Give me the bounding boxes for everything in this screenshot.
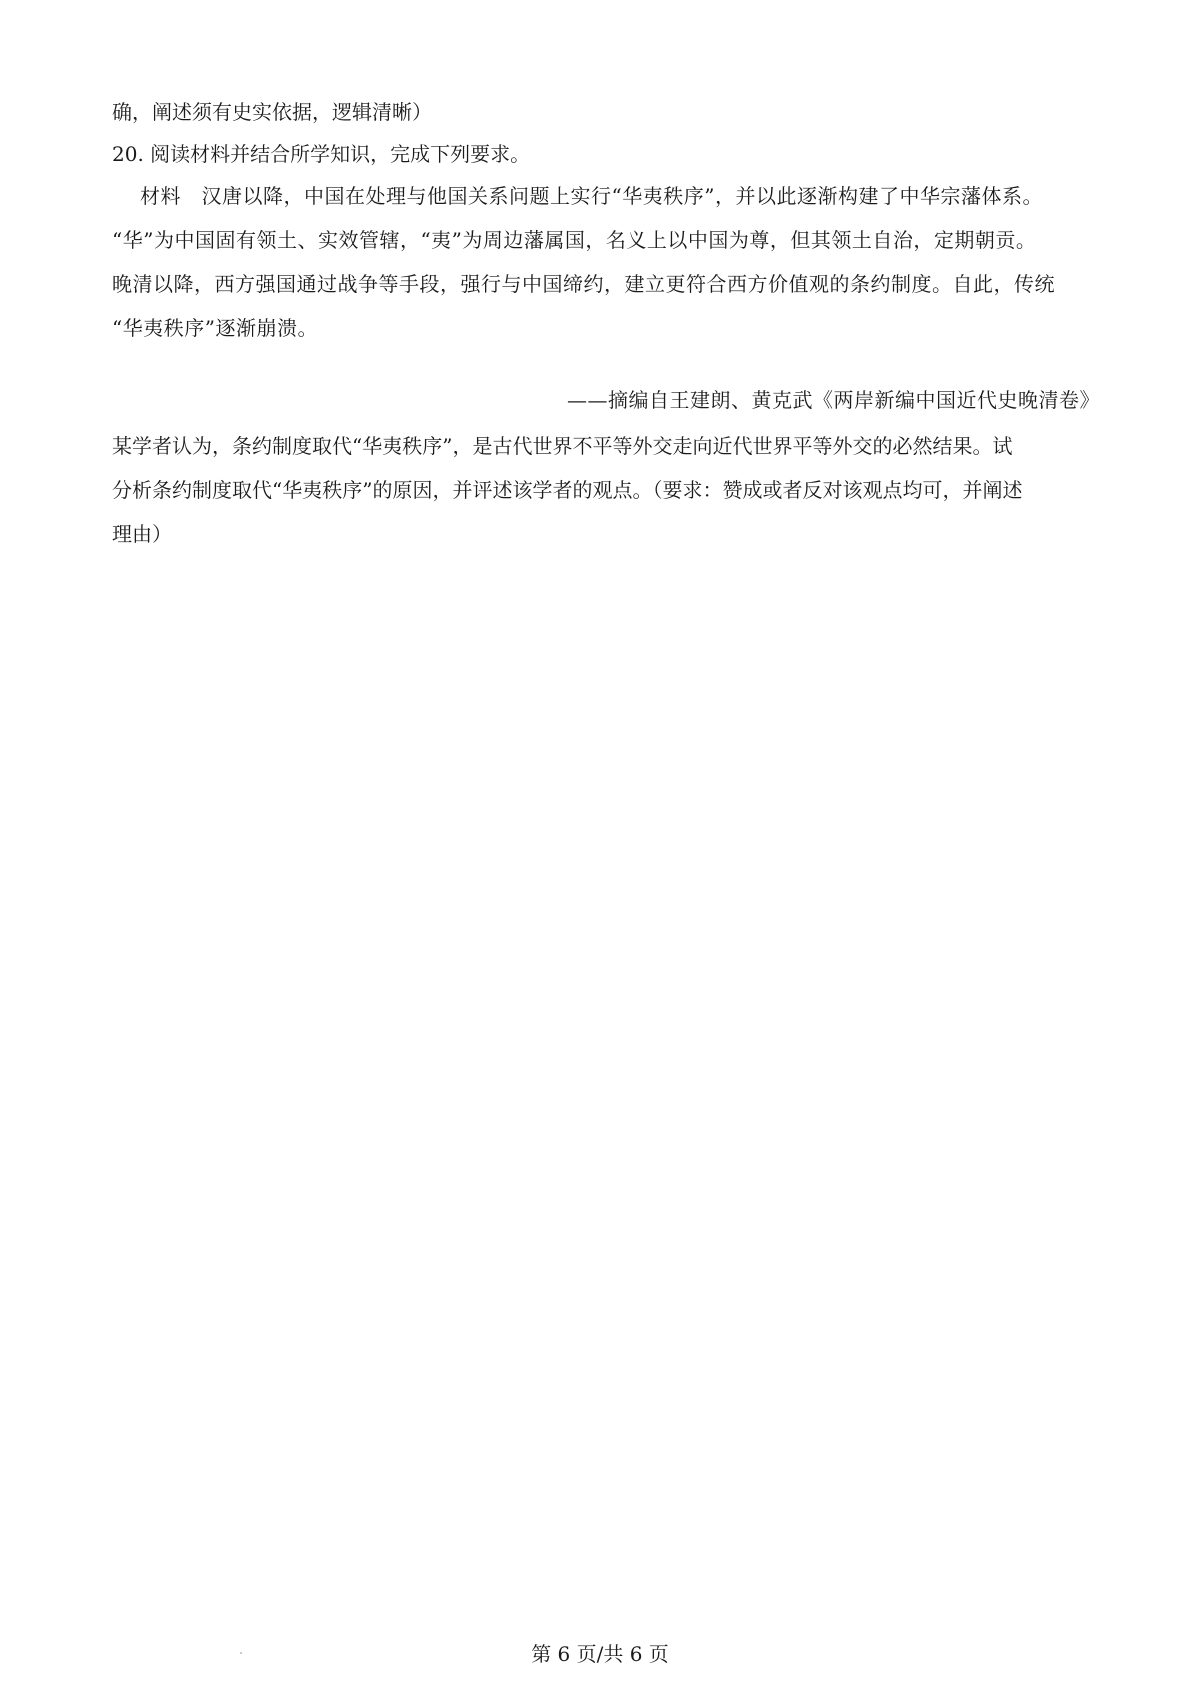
question-line-1: 某学者认为，条约制度取代“华夷秩序”，是古代世界不平等外交走向近代世界平等外交的必然结果。试 [112,434,1013,458]
material-source: ——摘编自王建朗、黄克武《两岸新编中国近代史晚清卷》 [567,388,1100,412]
material-line-2: “华”为中国固有领土、实效管辖，“夷”为周边藩属国，名义上以中国为尊，但其领土自治，定期朝贡。 [112,228,1037,252]
page-number-footer: 第 6 页/共 6 页 [531,1642,669,1666]
material-line-1: 材料 汉唐以降，中国在处理与他国关系问题上实行“华夷秩序”，并以此逐渐构建了中华宗藩体系。 [140,184,1043,208]
question-20-stem: 20. 阅读材料并结合所学知识，完成下列要求。 [112,142,531,166]
material-line-4: “华夷秩序”逐渐崩溃。 [112,316,318,340]
previous-question-tail: 确，阐述须有史实依据，逻辑清晰） [112,100,432,124]
question-line-2: 分析条约制度取代“华夷秩序”的原因，并评述该学者的观点。（要求：赞成或者反对该观点均可，并阐述 [112,478,1023,502]
material-line-3: 晚清以降，西方强国通过战争等手段，强行与中国缔约，建立更符合西方价值观的条约制度。自此，传统 [112,272,1055,296]
question-line-3: 理由） [112,522,172,546]
